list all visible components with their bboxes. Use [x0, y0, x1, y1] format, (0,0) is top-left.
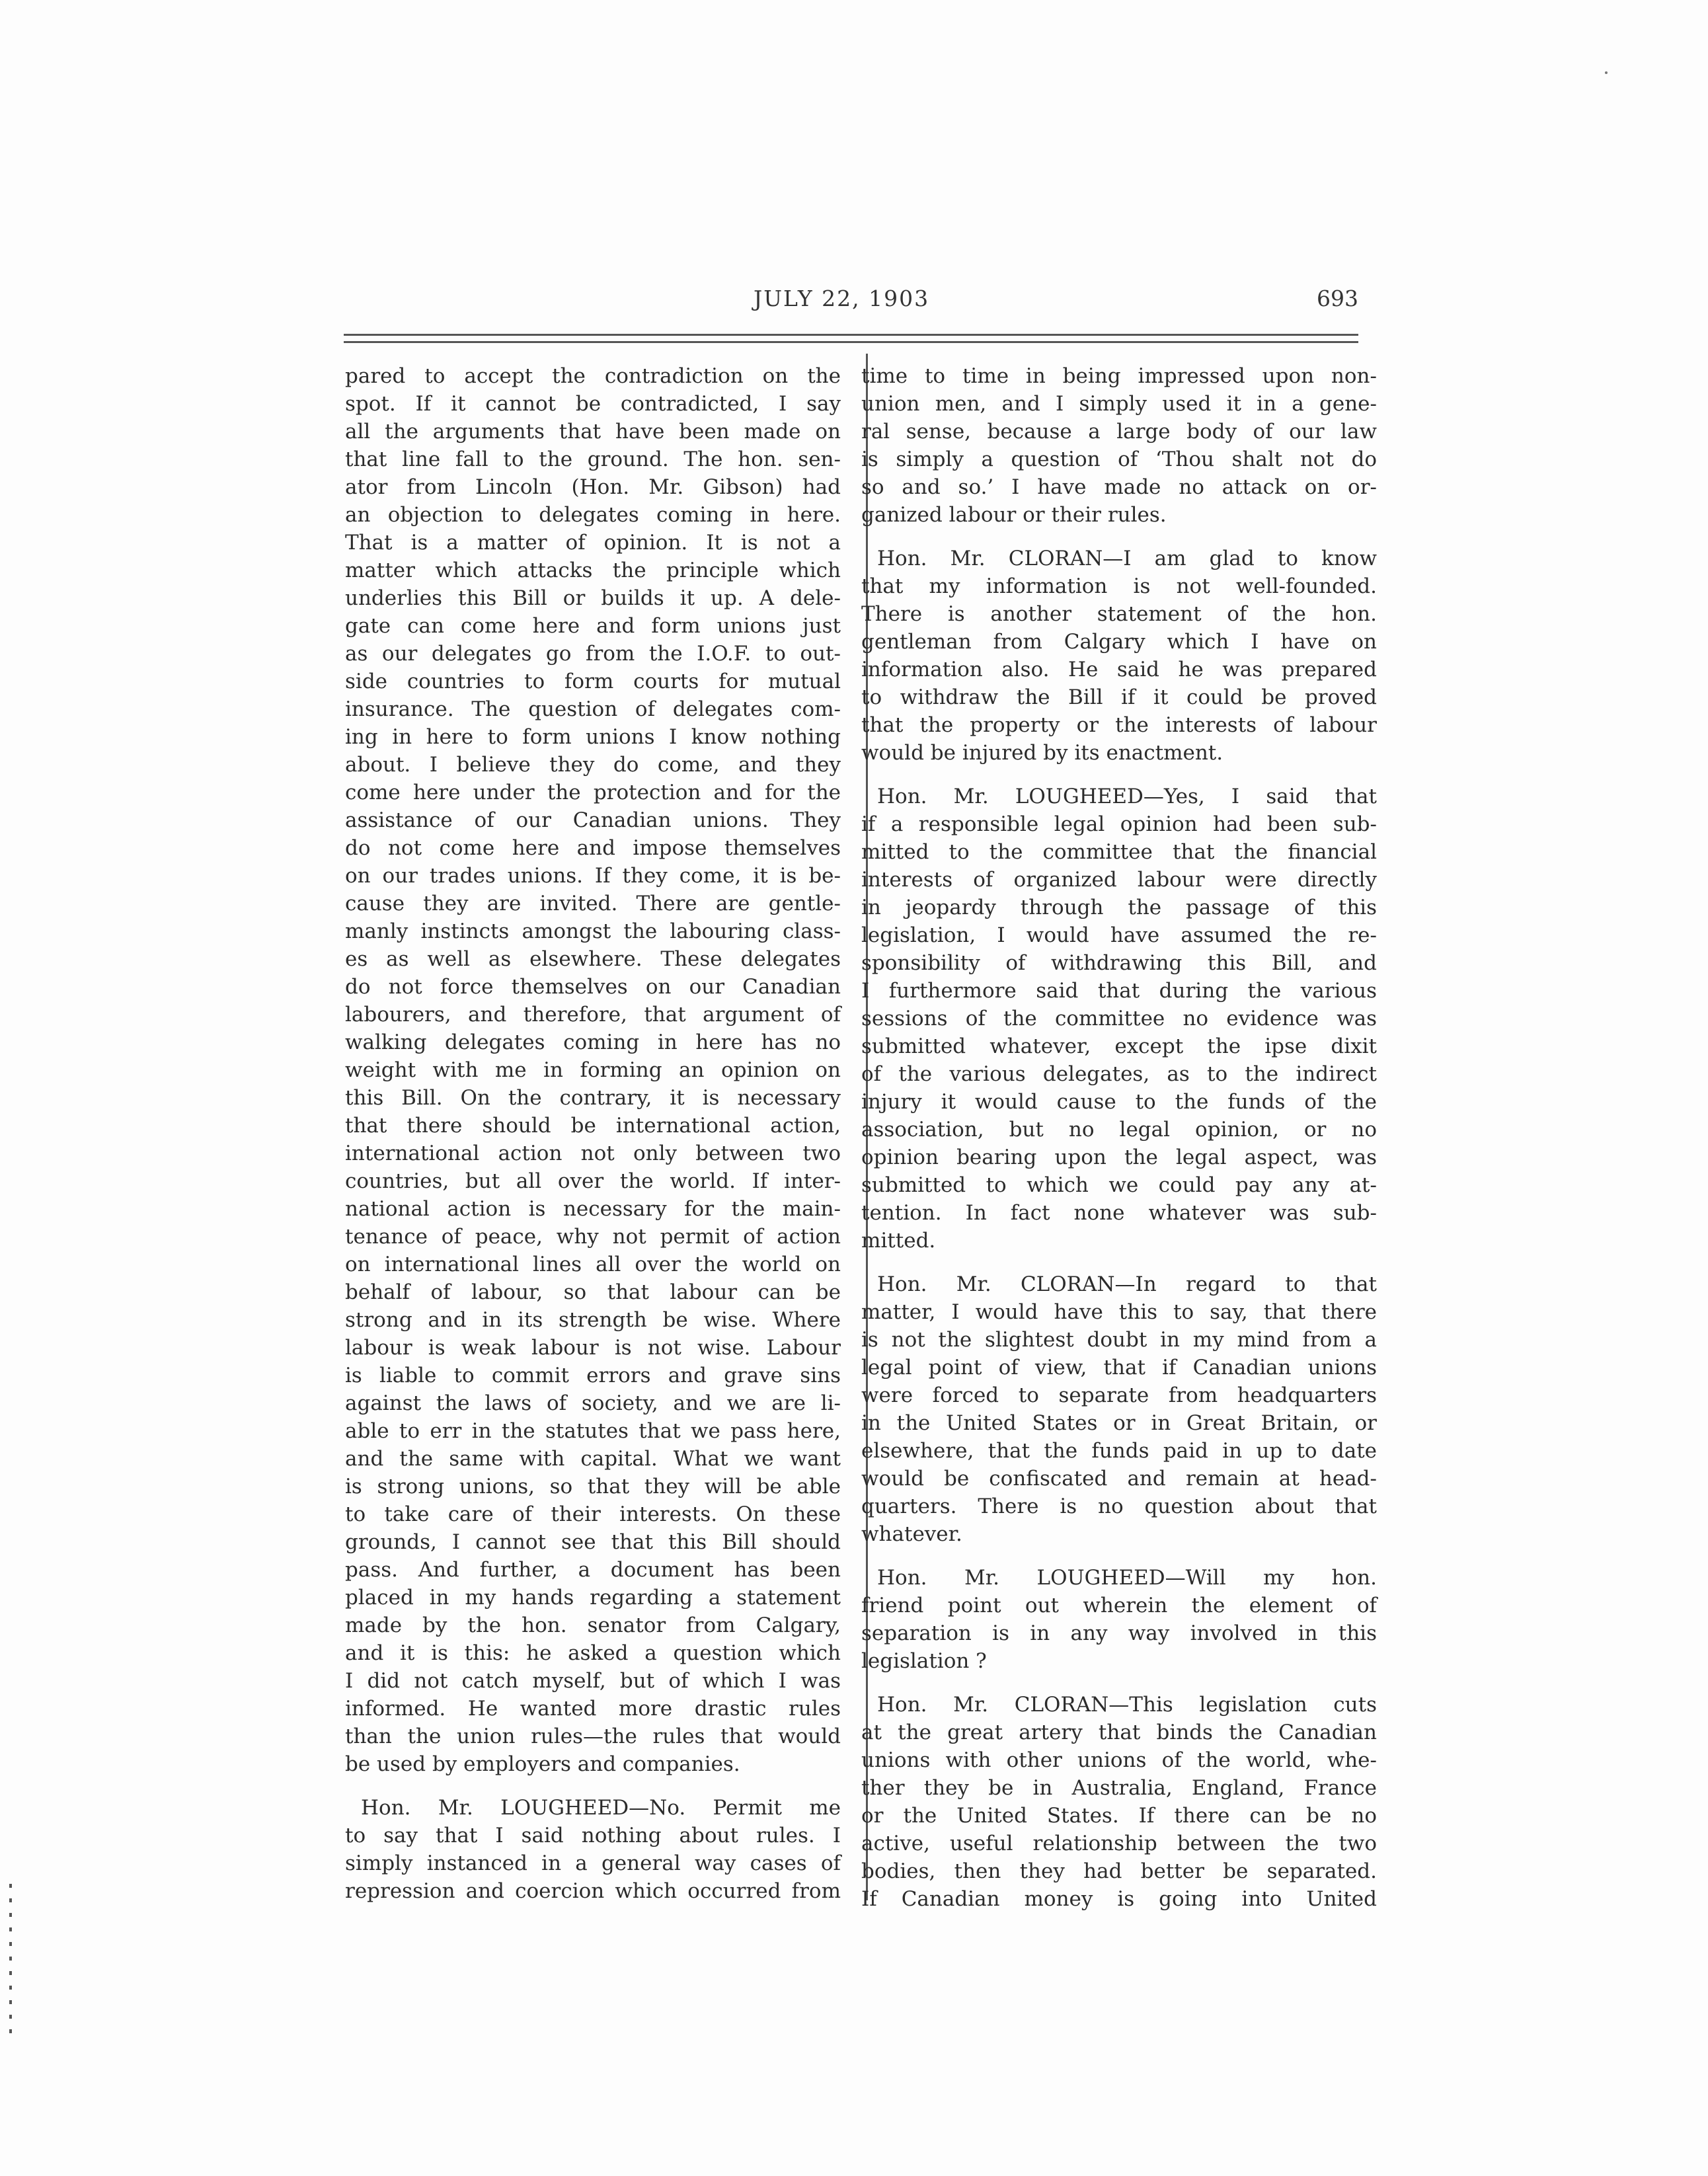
text-line: ganized labour or their rules. [861, 503, 1167, 527]
text-line: elsewhere, that the funds paid in up to date [861, 1439, 1377, 1463]
text-line: labour is weak labour is not wise. Labour [345, 1336, 841, 1360]
text-line: legal point of view, that if Canadian unions [861, 1356, 1377, 1379]
paragraph [861, 362, 1377, 529]
text-line: international action not only between two [345, 1142, 841, 1165]
text-line: es as well as elsewhere. These delegates [345, 947, 841, 971]
text-line: that line fall to the ground. The hon. sen- [345, 447, 841, 471]
text-line: in jeopardy through the passage of this [861, 896, 1377, 919]
right-column [861, 362, 1377, 1913]
text-line: grounds, I cannot see that this Bill should [345, 1530, 841, 1554]
text-line: this Bill. On the contrary, it is necessary [345, 1086, 841, 1110]
text-line: made by the hon. senator from Calgary, [345, 1613, 841, 1637]
text-line: strong and in its strength be wise. Where [345, 1308, 841, 1332]
text-line: mitted. [861, 1229, 936, 1253]
text-line: in the United States or in Great Britain, or [861, 1411, 1377, 1435]
text-line: at the great artery that binds the Canadian [861, 1721, 1377, 1744]
text-line: submitted to which we could pay any at- [861, 1173, 1377, 1197]
text-line: information also. He said he was prepared [861, 658, 1377, 681]
text-line: that there should be international action, [345, 1114, 841, 1138]
text-line: mitted to the committee that the financial [861, 840, 1377, 864]
text-line: Hon. Mr. LOUGHEED—Yes, I said that [877, 785, 1377, 808]
text-line: spot. If it cannot be contradicted, I say [345, 392, 841, 416]
text-line: pass. And further, a document has been [345, 1558, 841, 1582]
text-line: underlies this Bill or builds it up. A dele- [345, 586, 841, 610]
text-line: all the arguments that have been made on [345, 420, 841, 444]
text-line: Hon. Mr. LOUGHEED—No. Permit me [361, 1796, 841, 1820]
text-line: about. I believe they do come, and they [345, 753, 841, 777]
text-line: on our trades unions. If they come, it is be- [345, 864, 841, 888]
header-rule-top [344, 334, 1358, 336]
text-line: informed. He wanted more drastic rules [345, 1697, 841, 1721]
text-line: to withdraw the Bill if it could be proved [861, 685, 1377, 709]
paragraph [345, 1794, 841, 1905]
paragraph [861, 1270, 1377, 1548]
text-line: association, but no legal opinion, or no [861, 1118, 1377, 1142]
text-line: quarters. There is no question about that [861, 1495, 1377, 1518]
text-line: pared to accept the contradiction on the [345, 364, 841, 388]
paragraph [345, 362, 841, 1778]
text-line: do not come here and impose themselves [345, 836, 841, 860]
text-line: against the laws of society, and we are li- [345, 1391, 841, 1415]
text-line: unions with other unions of the world, whe- [861, 1748, 1377, 1772]
text-line: behalf of labour, so that labour can be [345, 1280, 841, 1304]
text-line: union men, and I simply used it in a gene- [861, 392, 1377, 416]
text-line: an objection to delegates coming in here. [345, 503, 841, 527]
text-line: legislation ? [861, 1649, 987, 1673]
text-line: of the various delegates, as to the indirect [861, 1062, 1377, 1086]
text-line: that my information is not well-founded. [861, 574, 1377, 598]
scan-speck [1605, 71, 1608, 74]
text-line: If Canadian money is going into United [861, 1887, 1377, 1911]
page-header [344, 276, 1358, 316]
text-line: to say that I said nothing about rules. I [345, 1824, 841, 1847]
text-line: whatever. [861, 1522, 962, 1546]
text-line: ral sense, because a large body of our law [861, 420, 1377, 444]
text-line: Hon. Mr. LOUGHEED—Will my hon. [877, 1566, 1377, 1590]
text-line: insurance. The question of delegates com- [345, 697, 841, 721]
text-line: would be injured by its enactment. [861, 741, 1223, 765]
text-line: that the property or the interests of labour [861, 713, 1377, 737]
text-line: to take care of their interests. On these [345, 1502, 841, 1526]
text-line: interests of organized labour were directly [861, 868, 1377, 892]
text-line: simply instanced in a general way cases of [345, 1851, 841, 1875]
paragraph [861, 783, 1377, 1255]
text-line: I furthermore said that during the various [861, 979, 1377, 1003]
text-line: or the United States. If there can be no [861, 1804, 1377, 1828]
text-line: Hon. Mr. CLORAN—I am glad to know [877, 547, 1377, 570]
text-line: repression and coercion which occurred from [345, 1879, 841, 1903]
text-line: matter, I would have this to say, that there [861, 1300, 1377, 1324]
text-line: side countries to form courts for mutual [345, 670, 841, 693]
text-line: do not force themselves on our Canadian [345, 975, 841, 999]
text-line: is liable to commit errors and grave sins [345, 1364, 841, 1387]
text-line: friend point out wherein the element of [861, 1594, 1377, 1617]
text-line: ther they be in Australia, England, France [861, 1776, 1377, 1800]
text-line: Hon. Mr. CLORAN—This legislation cuts [877, 1693, 1377, 1717]
left-column [345, 362, 841, 1905]
text-line: active, useful relationship between the two [861, 1832, 1377, 1855]
text-line: tention. In fact none whatever was sub- [861, 1201, 1377, 1225]
text-line: is not the slightest doubt in my mind from a [861, 1328, 1377, 1352]
paragraph [861, 1691, 1377, 1913]
text-line: countries, but all over the world. If inter- [345, 1169, 841, 1193]
text-line: walking delegates coming in here has no [345, 1030, 841, 1054]
text-line: opinion bearing upon the legal aspect, was [861, 1146, 1377, 1169]
text-line: assistance of our Canadian unions. They [345, 808, 841, 832]
text-line: so and so.’ I have made no attack on or- [861, 475, 1377, 499]
text-line: There is another statement of the hon. [861, 602, 1377, 626]
text-line: if a responsible legal opinion had been sub- [861, 812, 1377, 836]
text-line: manly instincts amongst the labouring class- [345, 919, 841, 943]
paragraph [861, 545, 1377, 767]
text-line: injury it would cause to the funds of the [861, 1090, 1377, 1114]
text-line: legislation, I would have assumed the re- [861, 923, 1377, 947]
text-line: bodies, then they had better be separated. [861, 1859, 1377, 1883]
text-line: gentleman from Calgary which I have on [861, 630, 1377, 654]
text-line: submitted whatever, except the ipse dixit [861, 1034, 1377, 1058]
text-line: cause they are invited. There are gentle- [345, 892, 841, 915]
text-line: ator from Lincoln (Hon. Mr. Gibson) had [345, 475, 841, 499]
text-line: be used by employers and companies. [345, 1752, 740, 1776]
text-line: would be confiscated and remain at head- [861, 1467, 1377, 1491]
paragraph [861, 1564, 1377, 1675]
text-line: were forced to separate from headquarters [861, 1383, 1377, 1407]
text-line: national action is necessary for the main- [345, 1197, 841, 1221]
page-number: 693 [1317, 286, 1358, 311]
text-line: sponsibility of withdrawing this Bill, and [861, 951, 1377, 975]
text-line: matter which attacks the principle which [345, 559, 841, 582]
text-line: tenance of peace, why not permit of action [345, 1225, 841, 1249]
text-line: on international lines all over the world on [345, 1253, 841, 1276]
text-line: sessions of the committee no evidence was [861, 1007, 1377, 1030]
text-line: is strong unions, so that they will be able [345, 1475, 841, 1498]
text-line: is simply a question of ‘Thou shalt not do [861, 447, 1377, 471]
text-line: That is a matter of opinion. It is not a [345, 531, 841, 555]
text-line: separation is in any way involved in this [861, 1621, 1377, 1645]
text-line: and it is this: he asked a question which [345, 1641, 841, 1665]
header-rule-bottom [344, 341, 1358, 343]
text-line: and the same with capital. What we want [345, 1447, 841, 1471]
text-line: placed in my hands regarding a statement [345, 1586, 841, 1610]
text-line: ing in here to form unions I know nothing [345, 725, 841, 749]
text-line: come here under the protection and for the [345, 781, 841, 804]
text-line: weight with me in forming an opinion on [345, 1058, 841, 1082]
text-line: I did not catch myself, but of which I was [345, 1669, 841, 1693]
text-line: able to err in the statutes that we pass here, [345, 1419, 841, 1443]
text-line: gate can come here and form unions just [345, 614, 841, 638]
scan-edge-marks [9, 1884, 12, 2042]
text-line: labourers, and therefore, that argument of [345, 1003, 841, 1027]
text-line: Hon. Mr. CLORAN—In regard to that [877, 1272, 1377, 1296]
text-line: as our delegates go from the I.O.F. to out- [345, 642, 841, 666]
text-line: than the union rules—the rules that would [345, 1725, 841, 1748]
text-line: time to time in being impressed upon non- [861, 364, 1377, 388]
header-date: JULY 22, 1903 [754, 286, 930, 311]
